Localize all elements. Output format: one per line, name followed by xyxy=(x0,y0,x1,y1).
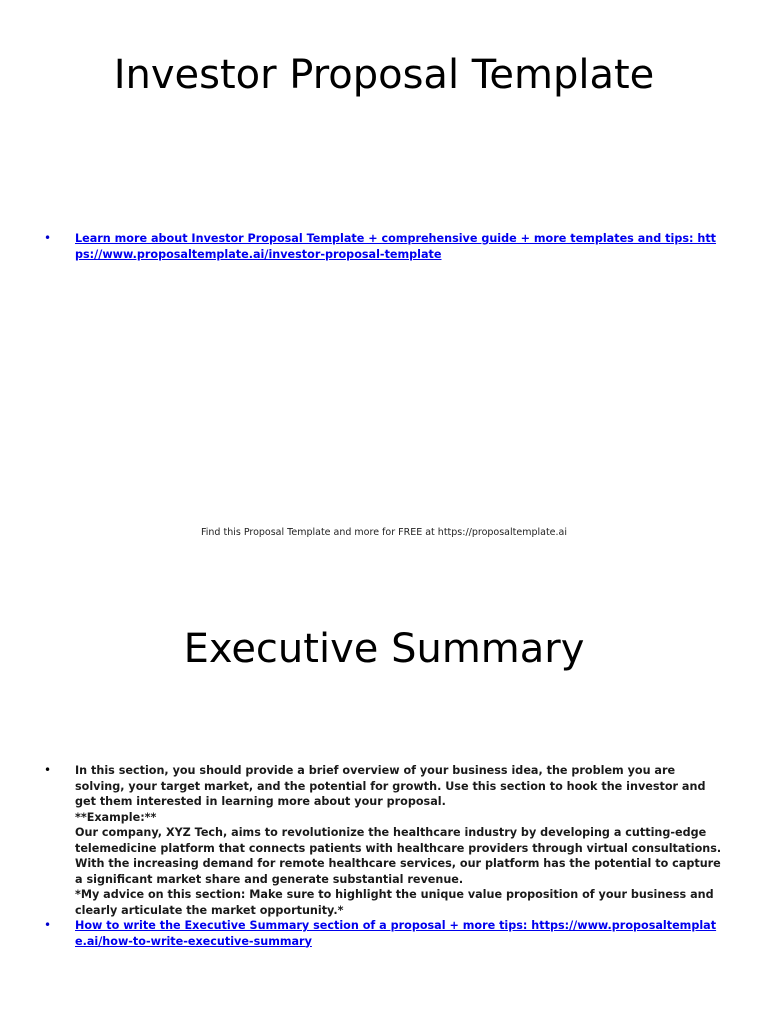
link-list xyxy=(0,231,768,262)
bullet-icon: • xyxy=(44,918,52,932)
bullet-icon: • xyxy=(44,763,52,777)
intro-text: In this section, you should provide a brief overview of your business idea, the problem you are solving, your target market, and the potential for growth. Use this section to hook the investor and get them interested in learning more about your proposal. xyxy=(75,764,706,808)
section-body xyxy=(75,763,722,918)
advice-text: *My advice on this section: Make sure to highlight the unique value proposition of your business and clearly articulate the market opportunity.* xyxy=(75,888,714,917)
example-text: Our company, XYZ Tech, aims to revolutionize the healthcare industry by developing a cutting-edge telemedicine platform that connects patients with healthcare providers through virtual consultations. With the increasing demand for remote healthcare services, our platform has the potential to capture a significant market share and generate substantial revenue. xyxy=(75,826,722,886)
footer-note: Find this Proposal Template and more for FREE at https://proposaltemplate.ai xyxy=(200,527,568,538)
section-list xyxy=(0,763,768,949)
list-item xyxy=(0,231,768,262)
list-item xyxy=(0,763,768,918)
example-label: **Example:** xyxy=(75,810,157,824)
executive-summary-guide-link[interactable]: How to write the Executive Summary section of a proposal + more tips: https://www.proposaltemplate.ai/how-to-write-executive-summary xyxy=(75,919,717,948)
page-title: Investor Proposal Template xyxy=(113,52,655,98)
bullet-icon: • xyxy=(44,231,52,245)
investor-proposal-guide-link[interactable]: Learn more about Investor Proposal Template + comprehensive guide + more templates and tips: https://www.proposaltemplate.ai/investor-proposal-template xyxy=(75,232,717,261)
list-item xyxy=(0,918,768,949)
section-title: Executive Summary xyxy=(183,626,585,672)
